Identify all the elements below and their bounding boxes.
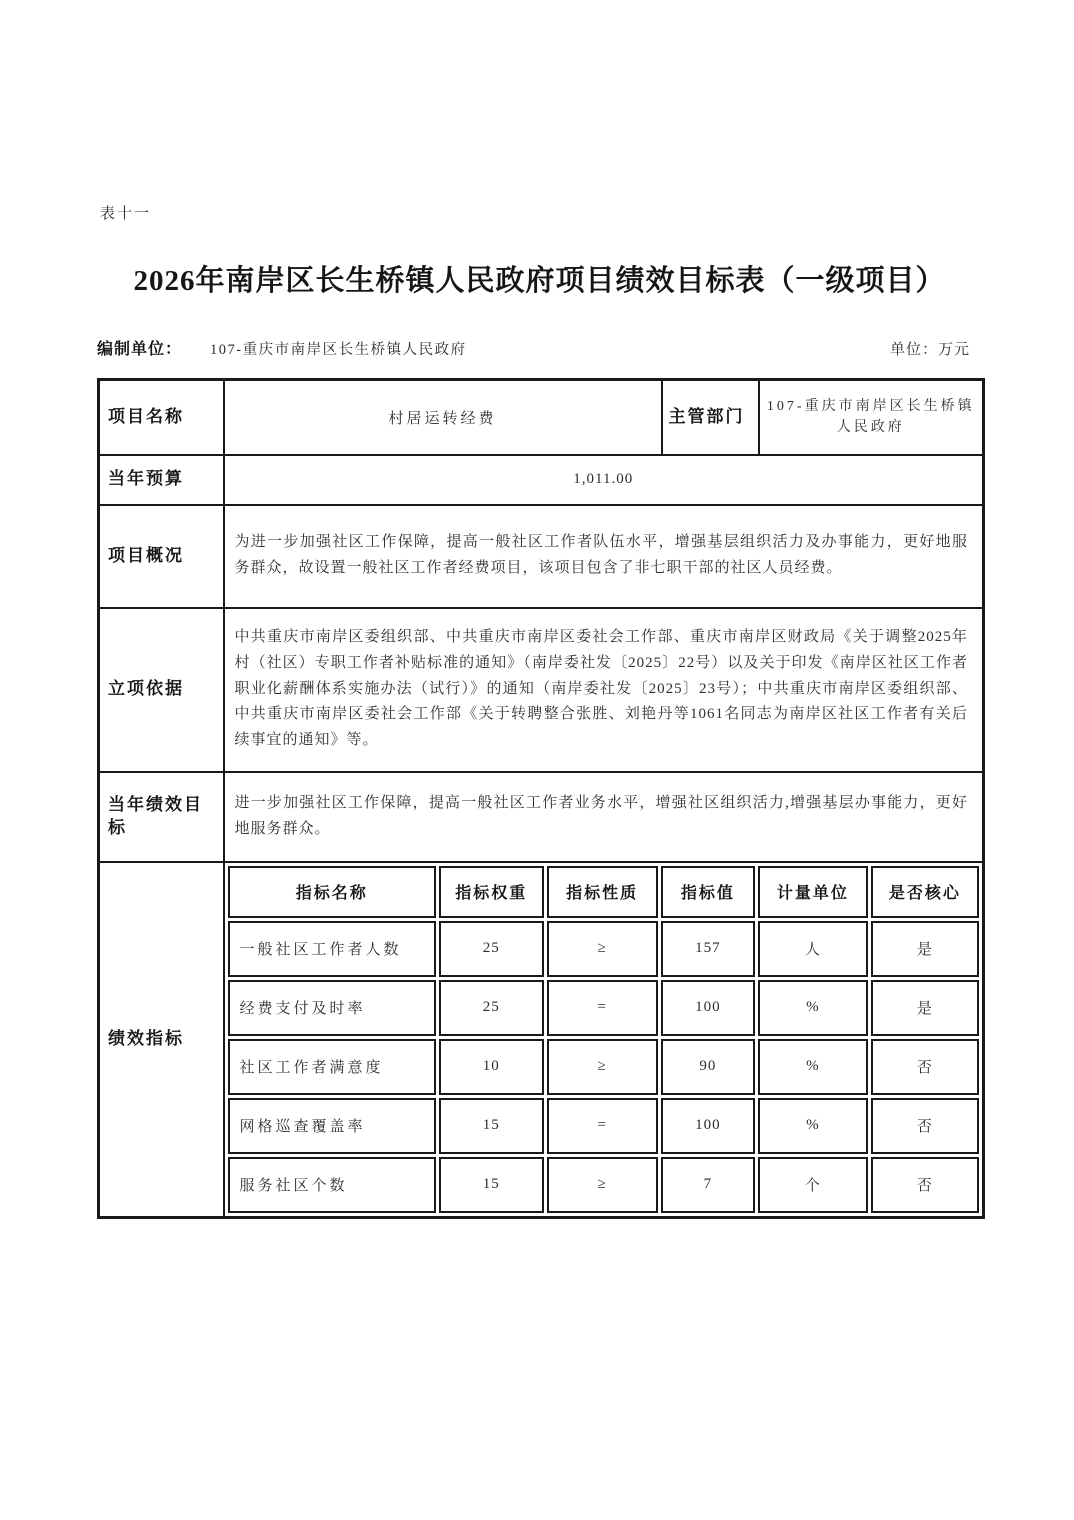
unit-label: 单位：万元	[889, 342, 970, 358]
overview-row	[99, 505, 984, 608]
department-value: 107-重庆市南岸区长生桥镇人民政府	[759, 380, 984, 455]
indicators-table	[225, 863, 983, 1216]
performance-target-table	[97, 378, 985, 1219]
project-name-value: 村居运转经费	[224, 380, 662, 455]
indicator-value-cell: 否	[871, 1039, 979, 1095]
indicator-value-cell: ≥	[547, 1039, 658, 1095]
overview-text: 为进一步加强社区工作保障，提高一般社区工作者队伍水平，增强基层组织活力及办事能力，更好地服务群众，故设置一般社区工作者经费项目，该项目包含了非七职干部的社区人员经费。	[224, 505, 984, 608]
prepared-by-label: 编制单位：	[97, 341, 183, 358]
indicator-value-cell: %	[758, 1098, 868, 1154]
basis-row	[99, 608, 984, 772]
indicator-value-cell: 10	[439, 1039, 544, 1095]
indicators-header-row	[228, 866, 980, 918]
basis-text: 中共重庆市南岸区委组织部、中共重庆市南岸区委社会工作部、重庆市南岸区财政局《关于调整2025年村（社区）专职工作者补贴标准的通知》（南岸委社发〔2025〕22号）以及关于印发《南岸区社区工作者职业化薪酬体系实施办法（试行）》的通知（南岸委社发〔2025〕23号）；中共重庆市南岸区委组织部、中共重庆市南岸区委社会工作部《关于转聘整合张胜、刘艳丹等1061名同志为南岸区社区工作者有关后续事宜的通知》等。	[224, 608, 984, 772]
indicator-value-cell: 人	[758, 921, 868, 977]
indicator-value-cell: ≥	[547, 1157, 658, 1213]
indicator-name-cell: 一般社区工作者人数	[228, 921, 436, 977]
indicator-header-name: 指标名称	[228, 866, 436, 918]
indicator-value-cell: 7	[661, 1157, 755, 1213]
meta-row	[97, 336, 982, 359]
indicator-row	[228, 1098, 980, 1154]
department-label: 主管部门	[662, 380, 759, 455]
indicator-header-weight: 指标权重	[439, 866, 544, 918]
indicator-value-cell: 25	[439, 980, 544, 1036]
indicator-row	[228, 1157, 980, 1213]
indicator-value-cell: 15	[439, 1098, 544, 1154]
indicator-row	[228, 921, 980, 977]
indicator-name-cell: 经费支付及时率	[228, 980, 436, 1036]
indicator-header-value: 指标值	[661, 866, 755, 918]
indicator-row	[228, 980, 980, 1036]
indicator-value-cell: %	[758, 980, 868, 1036]
indicator-value-cell: 25	[439, 921, 544, 977]
indicator-value-cell: 100	[661, 1098, 755, 1154]
indicators-row	[99, 862, 984, 1218]
indicator-value-cell: =	[547, 1098, 658, 1154]
indicators-table-holder	[224, 862, 984, 1218]
project-name-label: 项目名称	[99, 380, 224, 455]
budget-value: 1,011.00	[224, 455, 984, 505]
indicator-value-cell: 否	[871, 1157, 979, 1213]
overview-label: 项目概况	[99, 505, 224, 608]
project-name-row	[99, 380, 984, 455]
indicator-value-cell: =	[547, 980, 658, 1036]
page-title: 2026年南岸区长生桥镇人民政府项目绩效目标表（一级项目）	[133, 265, 946, 297]
indicator-header-nature: 指标性质	[547, 866, 658, 918]
prepared-by-value: 107-重庆市南岸区长生桥镇人民政府	[210, 342, 467, 358]
indicator-value-cell: 个	[758, 1157, 868, 1213]
indicator-name-cell: 社区工作者满意度	[228, 1039, 436, 1095]
table-number-note: 表十一	[100, 206, 152, 222]
indicator-row	[228, 1039, 980, 1095]
budget-label: 当年预算	[99, 455, 224, 505]
budget-row	[99, 455, 984, 505]
indicator-value-cell: 是	[871, 921, 979, 977]
indicator-value-cell: 90	[661, 1039, 755, 1095]
indicator-value-cell: 否	[871, 1098, 979, 1154]
indicator-name-cell: 网格巡查覆盖率	[228, 1098, 436, 1154]
goal-row	[99, 772, 984, 862]
indicator-header-unit: 计量单位	[758, 866, 868, 918]
goal-label: 当年绩效目标	[99, 772, 224, 862]
indicator-header-core: 是否核心	[871, 866, 979, 918]
basis-label: 立项依据	[99, 608, 224, 772]
indicators-body	[228, 921, 980, 1213]
indicator-name-cell: 服务社区个数	[228, 1157, 436, 1213]
indicator-value-cell: 是	[871, 980, 979, 1036]
indicator-value-cell: %	[758, 1039, 868, 1095]
indicator-value-cell: 157	[661, 921, 755, 977]
indicators-label: 绩效指标	[99, 862, 224, 1218]
indicator-value-cell: 100	[661, 980, 755, 1036]
indicator-value-cell: ≥	[547, 921, 658, 977]
goal-text: 进一步加强社区工作保障，提高一般社区工作者业务水平，增强社区组织活力,增强基层办事能力，更好地服务群众。	[224, 772, 984, 862]
indicator-value-cell: 15	[439, 1157, 544, 1213]
